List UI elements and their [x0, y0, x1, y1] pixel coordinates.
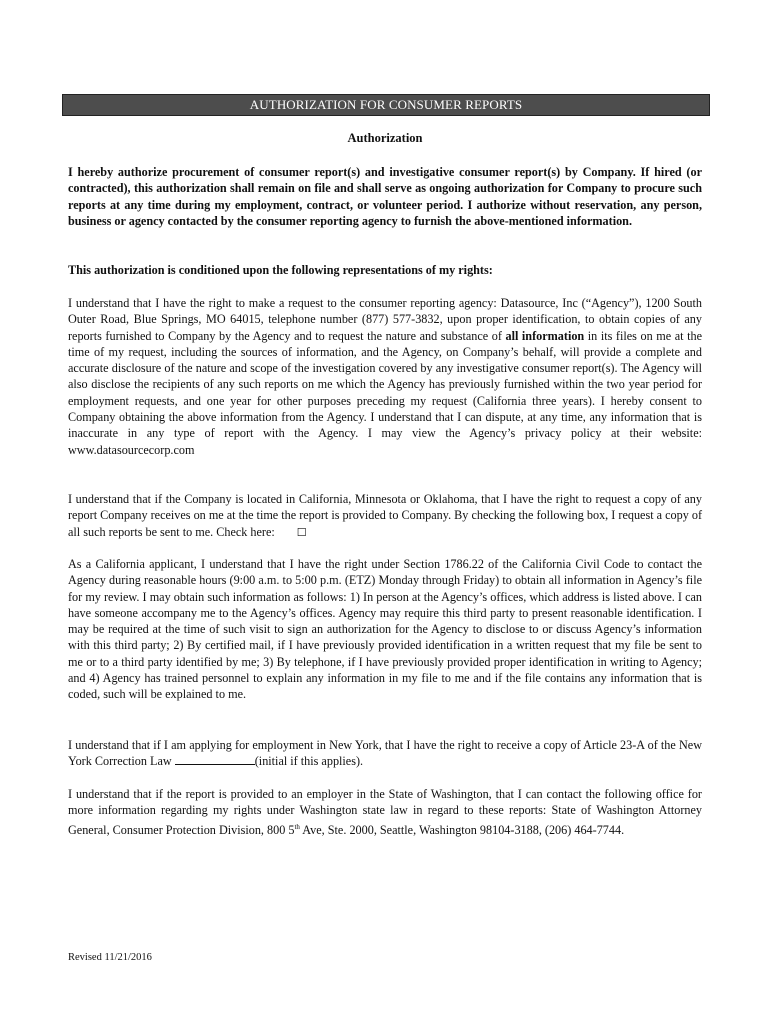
conditioned-heading: This authorization is conditioned upon the following representations of my rights:	[68, 263, 493, 277]
new-york-text: I understand that if I am applying for employment in New York, that I have the right to receive a copy of Article 23-A of the New York Correction Law	[68, 738, 702, 769]
washington-paragraph	[68, 786, 702, 838]
copy-request-paragraph	[68, 491, 702, 541]
all-information-emphasis: all information	[505, 328, 585, 343]
new-york-initial-note: (initial if this applies).	[254, 754, 364, 769]
revision-date: Revised 11/21/2016	[68, 952, 152, 963]
washington-text-2: Ave, Ste. 2000, Seattle, Washington 98104-3188, (206) 464-7744.	[299, 822, 625, 837]
copy-request-checkbox[interactable]: ☐	[296, 525, 307, 539]
section-subtitle: Authorization	[347, 131, 423, 145]
washington-text-1: I understand that if the report is provided to an employer in the State of Washington, that I can contact the following office for more information regarding my rights under Washington state law in regard to these reports: State of Washington Attorney General, Consumer Protection Division, 800 5	[68, 787, 702, 837]
agency-rights-text-1: I understand that I have the right to make a request to the consumer reporting agency: Datasource, Inc (“Agency”), 1200 South Outer Road, Blue Springs, MO 64015, telephone number (877) 577-3832, upon proper identification, to obtain copies of any reports furnished to Company by the Agency and to request the nature and substance of	[68, 296, 702, 343]
agency-rights-paragraph	[68, 295, 702, 458]
copy-request-text: I understand that if the Company is located in California, Minnesota or Oklahoma, that I have the right to request a copy of any report Company receives on me at the time the report is provided to Company. By checking the following box, I request a copy of all such reports be sent to me. Check here:	[68, 492, 702, 539]
agency-rights-text-2: in its files on me at the time of my request, including the sources of information, and the Agency, on Company’s behalf, will provide a complete and accurate disclosure of the nature and scope of the investigation covered by any investigative consumer report(s). The Agency will also disclose the recipients of any such reports on me which the Agency has previously furnished within the two year period for employment requests, and one year for other purposes preceding my request (California three years). I hereby consent to Company obtaining the above information from the Agency. I understand that I can dispute, at any time, any information that is inaccurate in any type of report with the Agency. I may view the Agency’s privacy policy at their website: www.datasourcecorp.com	[68, 328, 702, 457]
new-york-paragraph	[68, 737, 702, 770]
document-title: AUTHORIZATION FOR CONSUMER REPORTS	[62, 94, 710, 116]
california-paragraph: As a California applicant, I understand that I have the right under Section 1786.22 of the California Civil Code to contact the Agency during reasonable hours (9:00 a.m. to 5:00 p.m. (ETZ) Monday through Friday) to obtain all information in Agency’s file for my review. I may obtain such information as follows: 1) In person at the Agency’s offices, which address is listed above. I can have someone accompany me to the Agency’s offices. Agency may require this third party to present reasonable identification. I may be required at the time of such visit to sign an authorization for the Agency to disclose to or discuss Agency’s information with this third party; 2) By certified mail, if I have previously provided identification in a written request that my file be sent to me or to a third party identified by me; 3) By telephone, if I have previously provided proper identification in writing to Agency; and 4) Agency has trained personnel to explain any information in my file to me and if the file contains any information that is coded, such will be explained to me.	[68, 557, 702, 702]
intro-paragraph: I hereby authorize procurement of consumer report(s) and investigative consumer report(s) by Company. If hired (or contracted), this authorization shall remain on file and shall serve as ongoing authorization for Company to procure such reports at any time during my employment, contract, or volunteer period. I authorize without reservation, any person, business or agency contacted by the consumer reporting agency to furnish the above-mentioned information.	[68, 165, 702, 228]
initial-blank-field[interactable]	[175, 754, 255, 765]
ordinal-suffix: th	[294, 822, 300, 831]
